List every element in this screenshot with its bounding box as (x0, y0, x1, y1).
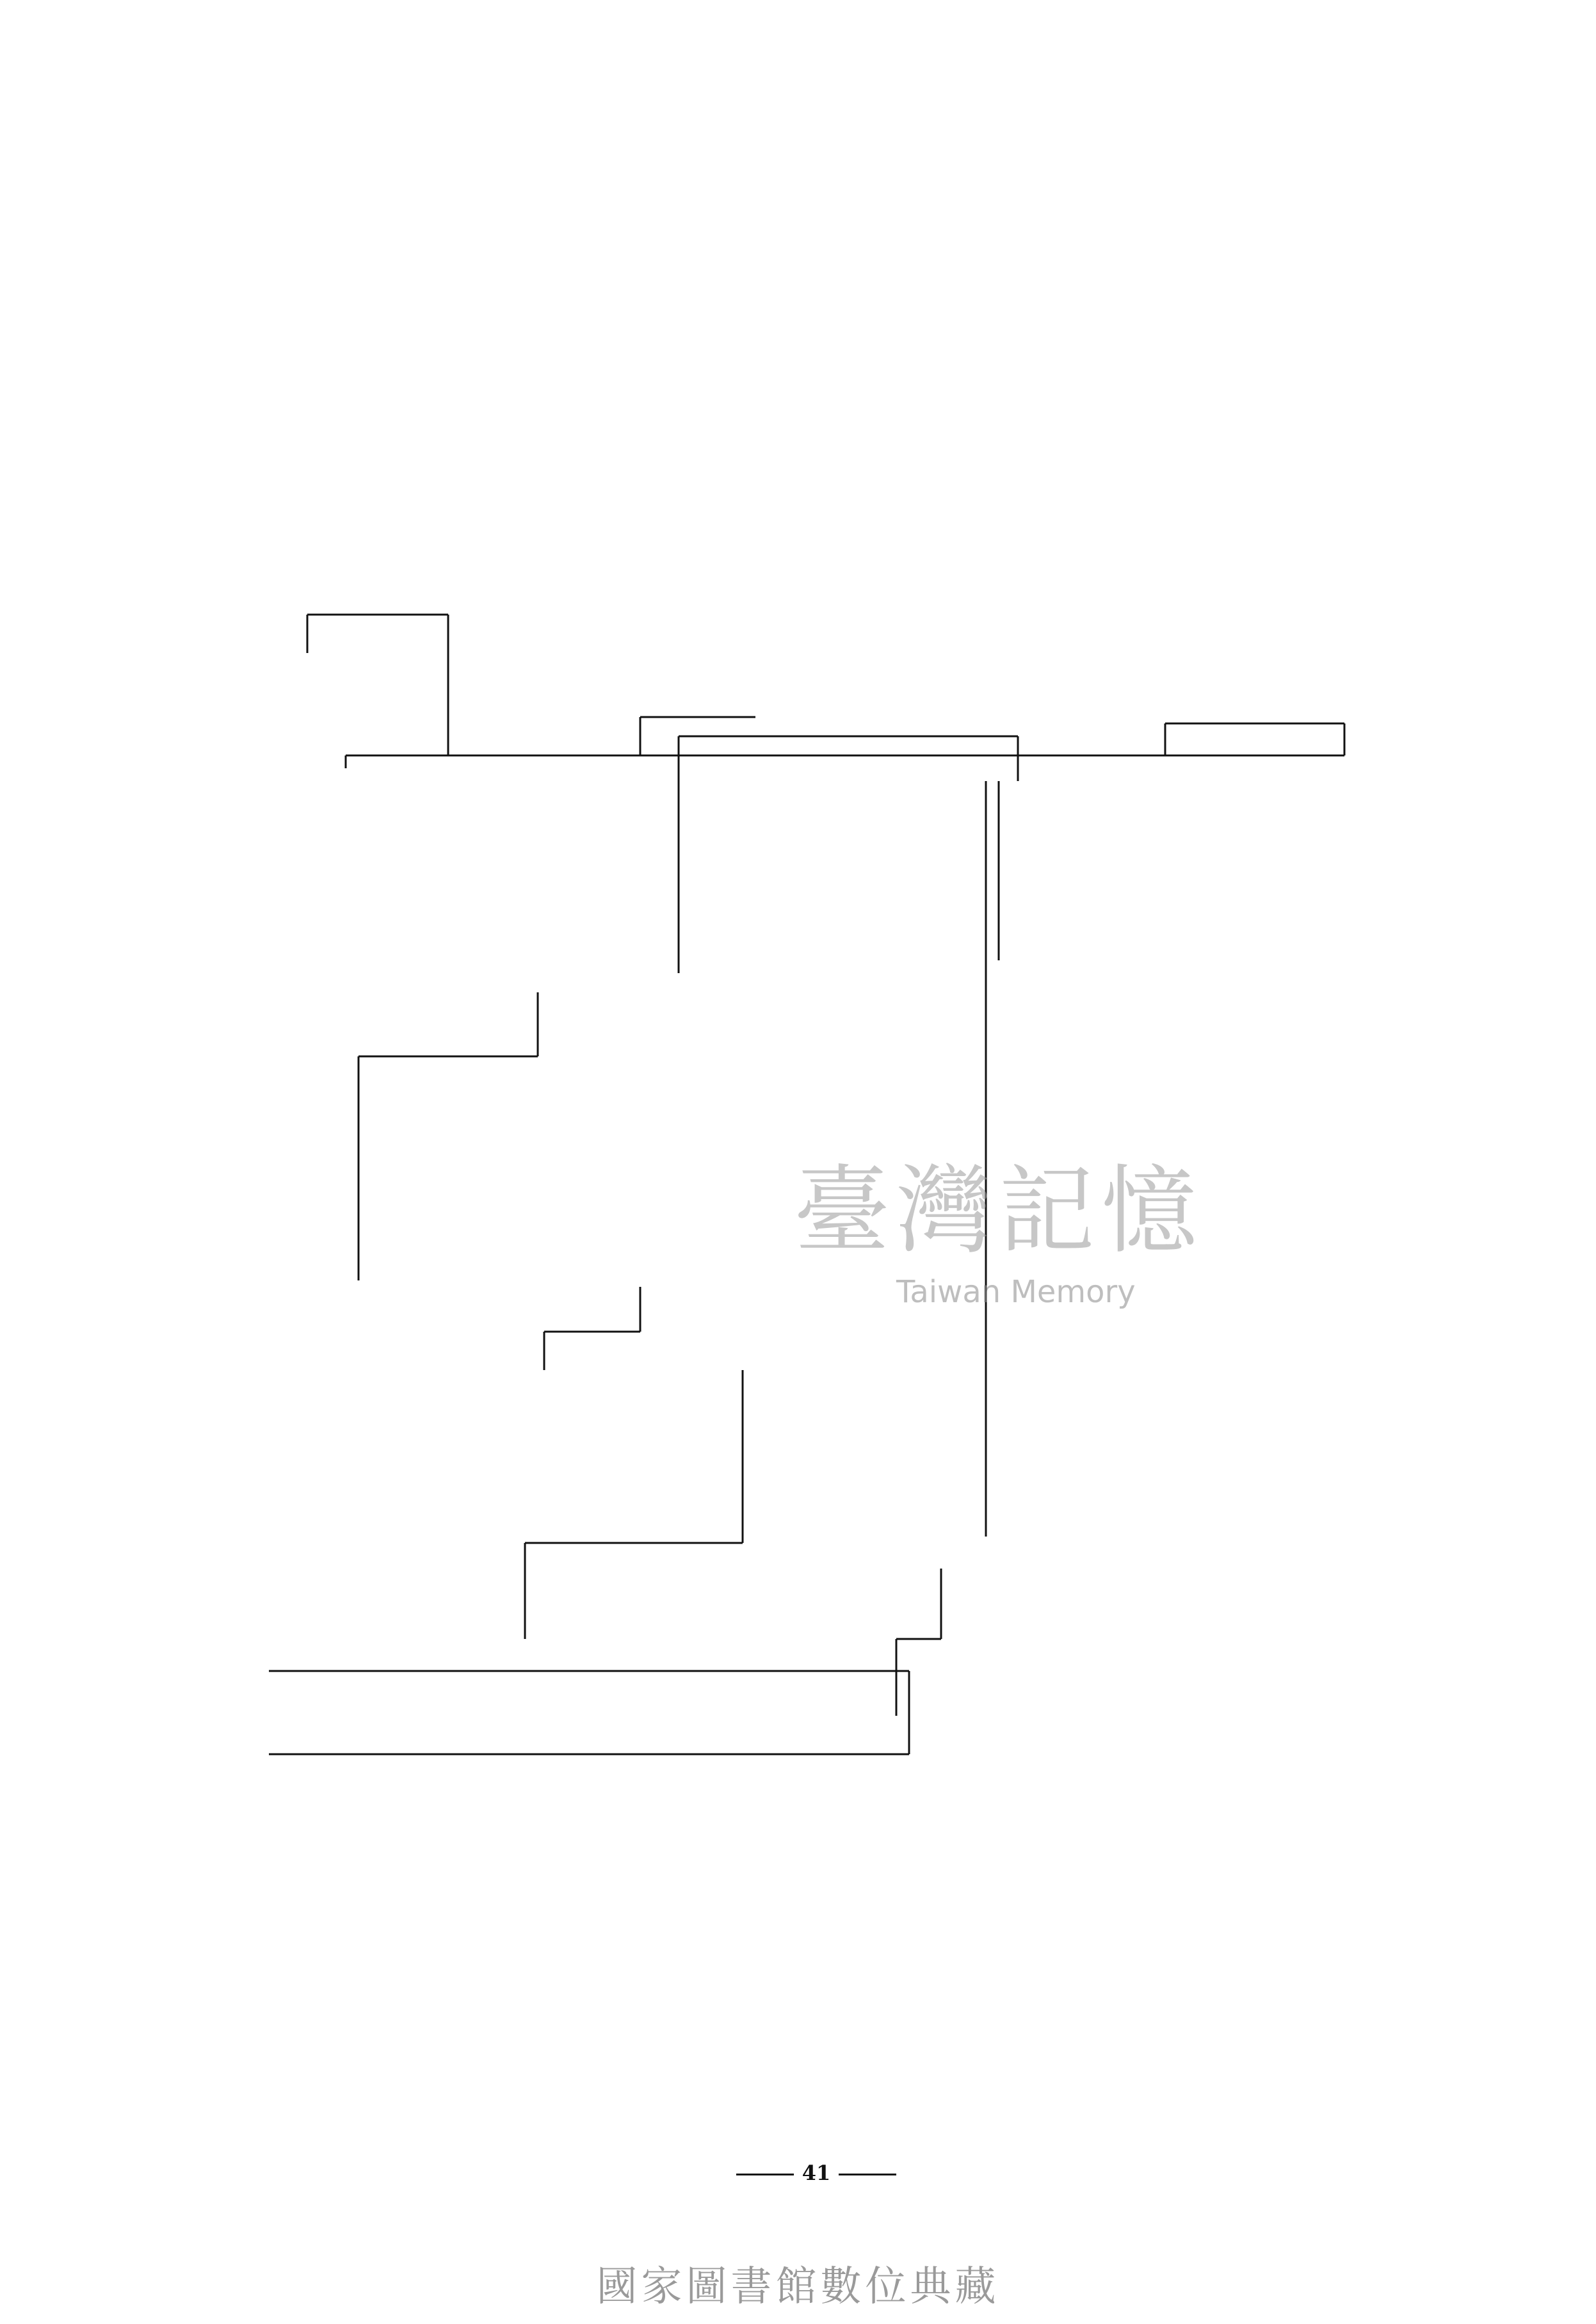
page-number: 41 (802, 2161, 831, 2185)
watermark (768, 1133, 1293, 1364)
page-number-block (736, 2161, 896, 2186)
watermark-subtitle: Taiwan Memory (896, 1274, 1136, 1310)
page-number-dash-left (736, 2174, 794, 2175)
page-number-dash-right (839, 2174, 896, 2175)
footer-archive-label: 國家圖書館數位典藏 (596, 2263, 1000, 2311)
watermark-title: 臺灣記憶 (794, 1156, 1204, 1267)
